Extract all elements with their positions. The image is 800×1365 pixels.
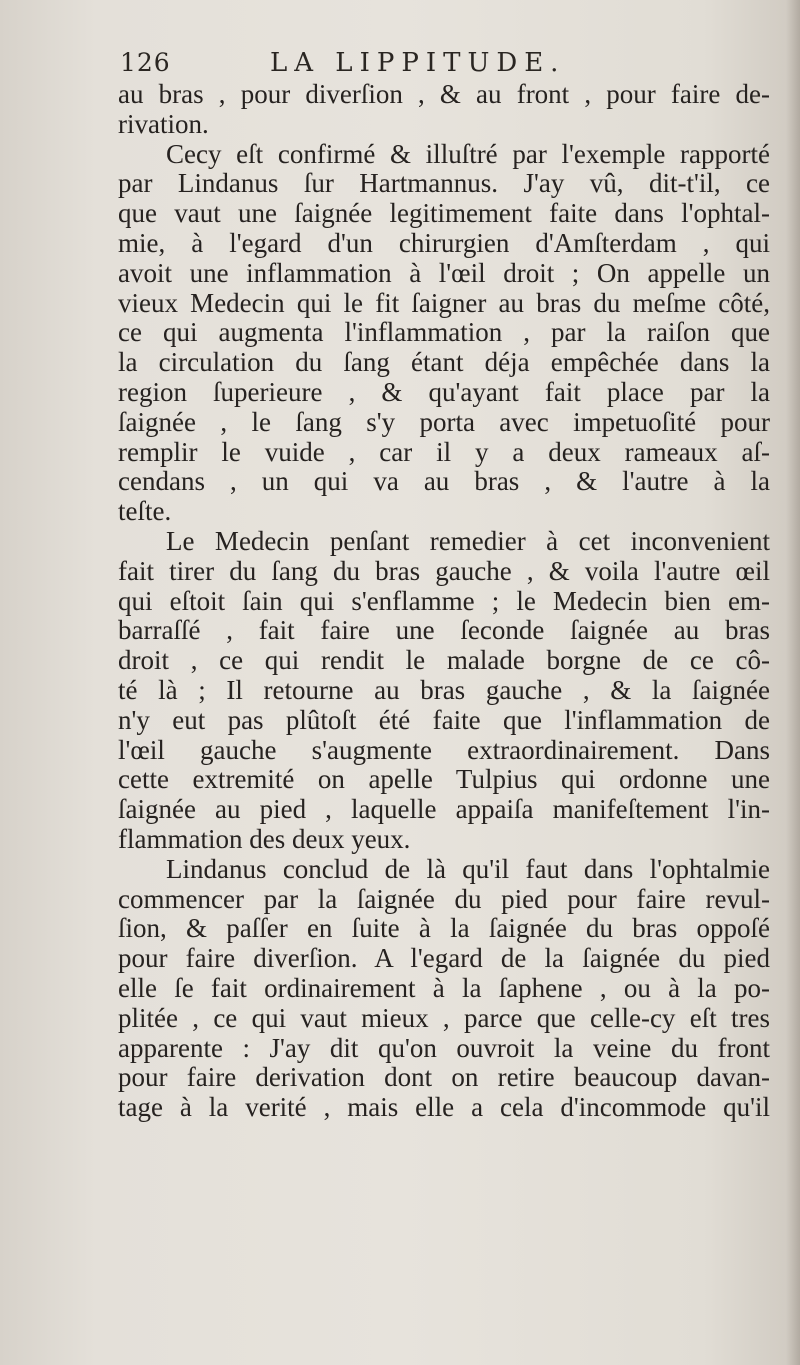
- page-number: 126: [120, 48, 171, 77]
- text-line: plitée , ce qui vaut mieux , parce que celle-cy eſt tres: [118, 1002, 770, 1033]
- text-line: cendans , un qui va au bras , & l'autre à la: [118, 466, 770, 497]
- text-line: mie, à l'egard d'un chirurgien d'Amſterdam , qui: [118, 227, 770, 258]
- text-line: remplir le vuide , car il y a deux rameaux aſ-: [118, 436, 770, 467]
- text-line: ſaignée au pied , laquelle appaiſa manifeſtement l'in-: [118, 794, 770, 825]
- text-line: tage à la verité , mais elle a cela d'incommode qu'il: [118, 1092, 770, 1123]
- text-line: vieux Medecin qui le fit ſaigner au bras du meſme côté,: [118, 287, 770, 318]
- text-line: barraſſé , fait faire une ſeconde ſaignée au bras: [118, 615, 770, 646]
- text-line: droit , ce qui rendit le malade borgne de ce cô-: [118, 645, 770, 676]
- page-edge-shadow: [786, 0, 800, 1365]
- text-line: qui eſtoit ſain qui s'enflamme ; le Medecin bien em-: [118, 585, 770, 616]
- text-line: fait tirer du ſang du bras gauche , & voila l'autre œil: [118, 555, 770, 586]
- text-line: n'y eut pas plûtoſt été faite que l'inflammation de: [118, 704, 770, 735]
- text-line: ſaignée , le ſang s'y porta avec impetuoſité pour: [118, 406, 770, 437]
- text-line: commencer par la ſaignée du pied pour faire revul-: [118, 883, 770, 914]
- text-line: ce qui augmenta l'inflammation , par la raiſon que: [118, 317, 770, 348]
- text-line: teſte.: [118, 496, 172, 527]
- text-line: Lindanus conclud de là qu'il faut dans l'ophtalmie: [166, 853, 770, 884]
- text-line: avoit une inflammation à l'œil droit ; On appelle un: [118, 257, 770, 288]
- text-line: Le Medecin penſant remedier à cet inconvenient: [166, 525, 770, 556]
- text-line: apparente : J'ay dit qu'on ouvroit la veine du front: [118, 1032, 770, 1063]
- running-title: LA LIPPITUDE.: [270, 48, 566, 78]
- text-line: flammation des deux yeux.: [118, 823, 411, 854]
- text-line: region ſuperieure , & qu'ayant fait place par la: [118, 376, 770, 407]
- text-line: té là ; Il retourne au bras gauche , & la ſaignée: [118, 674, 770, 705]
- text-line: Cecy eſt confirmé & illuſtré par l'exemple rapporté: [166, 138, 770, 169]
- text-line: l'œil gauche s'augmente extraordinairement. Dans: [118, 734, 770, 765]
- text-line: la circulation du ſang étant déja empêchée dans la: [118, 347, 770, 378]
- text-line: que vaut une ſaignée legitimement faite dans l'ophtal-: [118, 198, 770, 229]
- text-line: ſion, & paſſer en ſuite à la ſaignée du bras oppoſé: [118, 913, 770, 944]
- text-line: rivation.: [118, 108, 209, 139]
- text-line: pour faire derivation dont on retire beaucoup davan-: [118, 1062, 770, 1093]
- text-line: au bras , pour diverſion , & au front , pour faire de-: [118, 79, 770, 109]
- text-line: pour faire diverſion. A l'egard de la ſaignée du pied: [118, 943, 770, 974]
- text-line: elle ſe fait ordinairement à la ſaphene , ou à la po-: [118, 972, 770, 1003]
- text-line: cette extremité on apelle Tulpius qui ordonne une: [118, 764, 770, 795]
- text-line: par Lindanus ſur Hartmannus. J'ay vû, dit-t'il, ce: [118, 168, 770, 199]
- body-text: [118, 80, 770, 1123]
